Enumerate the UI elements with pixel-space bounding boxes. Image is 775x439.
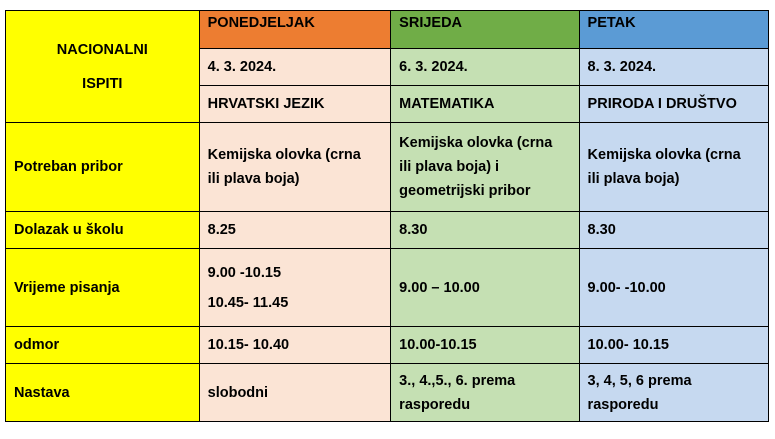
day-wednesday: SRIJEDA [391,11,579,49]
arrival-friday: 8.30 [579,212,768,249]
supplies-monday-line: ili plava boja) [207,171,300,187]
supplies-friday [579,123,768,212]
supplies-monday-line: Kemijska olovka (crna [207,147,361,163]
title-cell [6,11,200,123]
supplies-wednesday-line: Kemijska olovka (crna [399,135,553,151]
supplies-monday [199,123,391,212]
subject-wednesday: MATEMATIKA [391,86,579,123]
writing-time-monday-slot: 10.45- 11.45 [207,294,289,311]
break-label: odmor [6,327,200,364]
supplies-friday-line: Kemijska olovka (crna [587,147,741,163]
supplies-wednesday-line: geometrijski pribor [399,183,531,199]
writing-time-label: Vrijeme pisanja [6,249,200,327]
writing-time-monday [199,249,391,327]
arrival-monday: 8.25 [199,212,391,249]
supplies-friday-line: ili plava boja) [587,171,680,187]
supplies-wednesday-line: ili plava boja) i [399,159,500,175]
break-row [6,327,769,364]
day-monday: PONEDJELJAK [199,11,391,49]
date-friday: 8. 3. 2024. [579,49,768,86]
arrival-row [6,212,769,249]
classes-friday [579,364,768,422]
day-name-row [6,11,769,49]
subject-friday: PRIRODA I DRUŠTVO [579,86,768,123]
writing-time-row [6,249,769,327]
date-monday: 4. 3. 2024. [199,49,391,86]
writing-time-monday-slot: 9.00 -10.15 [207,264,282,281]
day-friday: PETAK [579,11,768,49]
classes-friday-line: rasporedu [587,396,659,413]
break-monday: 10.15- 10.40 [199,327,391,364]
classes-wednesday-line: rasporedu [399,396,471,413]
arrival-label: Dolazak u školu [6,212,200,249]
exam-schedule-table [5,10,769,422]
break-friday: 10.00- 10.15 [579,327,768,364]
arrival-wednesday: 8.30 [391,212,579,249]
supplies-wednesday [391,123,579,212]
classes-label: Nastava [6,364,200,422]
title-line-2: ISPITI [82,75,123,92]
supplies-label: Potreban pribor [6,123,200,212]
classes-friday-line: 3, 4, 5, 6 prema [587,372,692,389]
date-wednesday: 6. 3. 2024. [391,49,579,86]
writing-time-wednesday: 9.00 – 10.00 [391,249,579,327]
classes-monday: slobodni [199,364,391,422]
supplies-row [6,123,769,212]
break-wednesday: 10.00-10.15 [391,327,579,364]
classes-row [6,364,769,422]
subject-monday: HRVATSKI JEZIK [199,86,391,123]
classes-wednesday [391,364,579,422]
classes-wednesday-line: 3., 4.,5., 6. prema [399,372,516,389]
writing-time-friday: 9.00- -10.00 [579,249,768,327]
title-line-1: NACIONALNI [56,41,148,58]
